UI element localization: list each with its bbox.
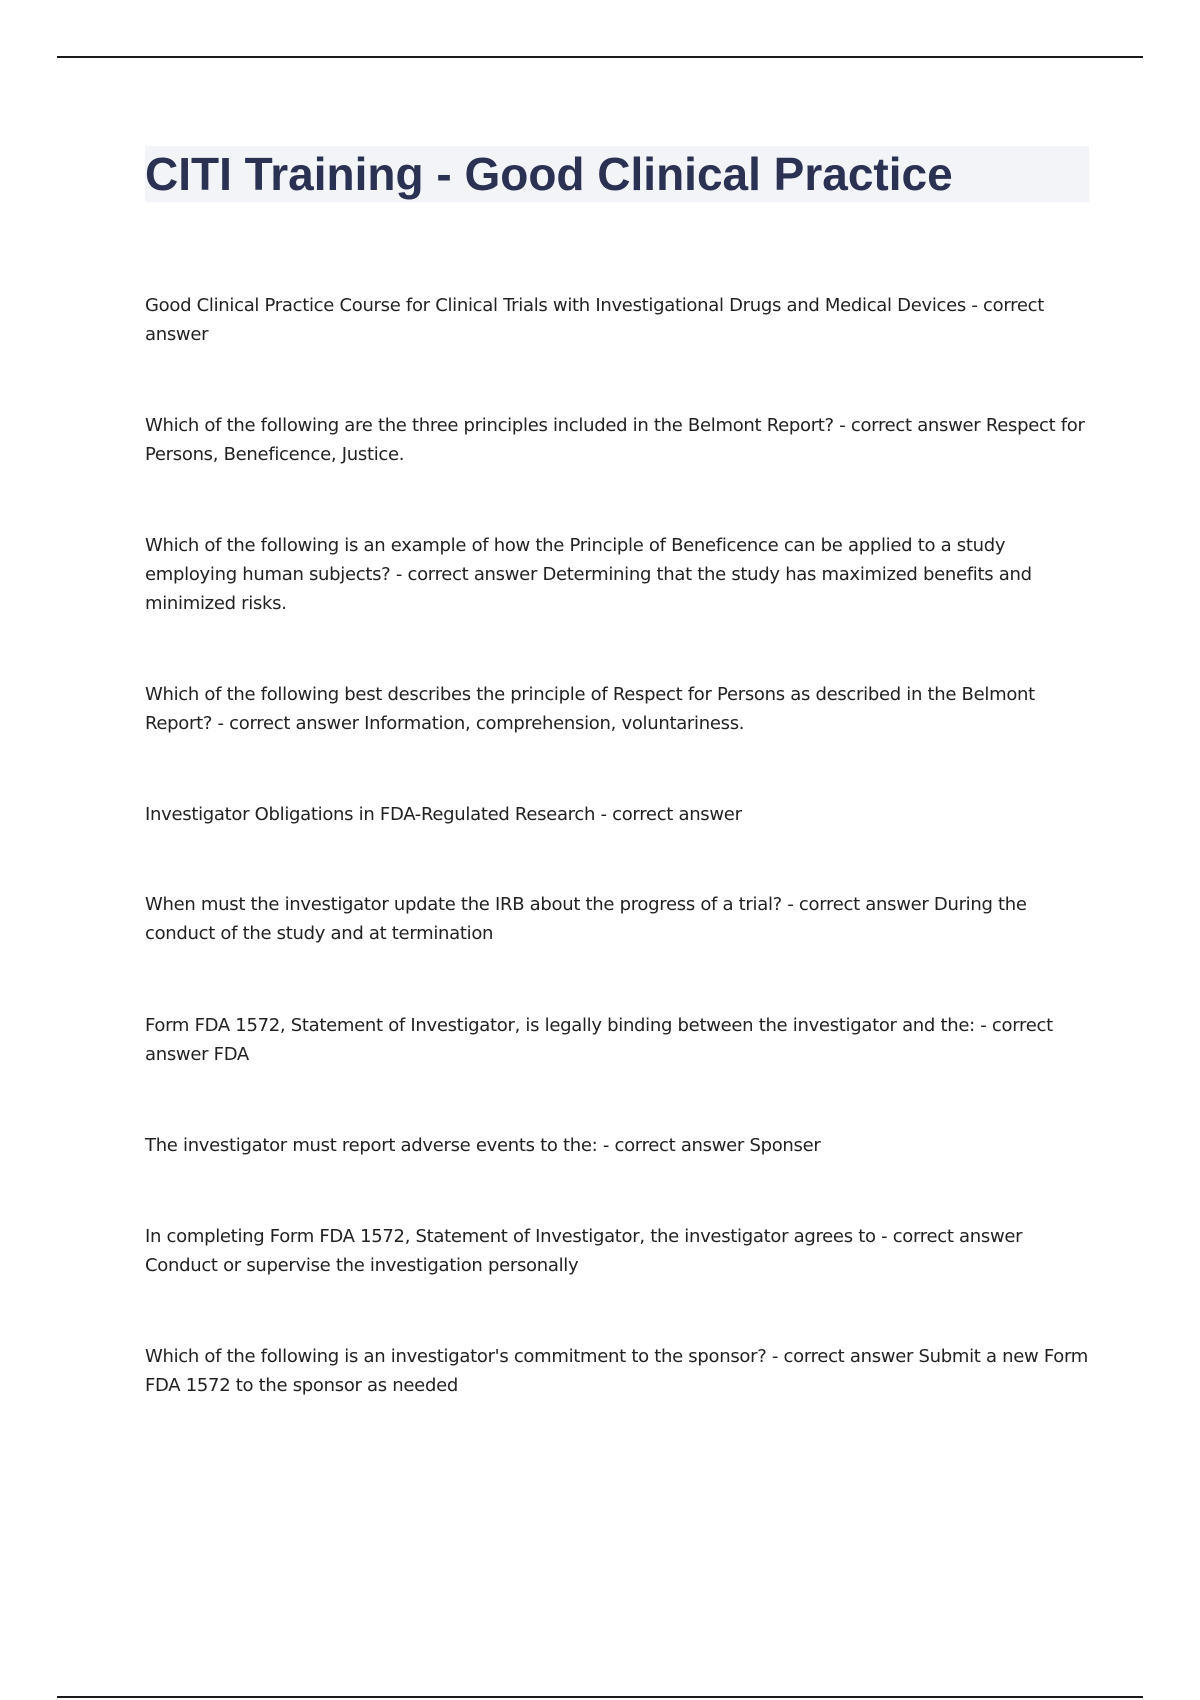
qa-entry: Which of the following best describes the principle of Respect for Persons as described in the Belmont Report? - correct answer Information, comprehension, voluntariness.	[145, 684, 1035, 734]
qa-entry: Which of the following is an example of how the Principle of Beneficence can be applied to a study employing human subjects? - correct answer Determining that the study has maximized benefits and minimized risks.	[145, 535, 1032, 614]
qa-entry: Which of the following are the three principles included in the Belmont Report? - correct answer Respect for Persons, Beneficence, Justice.	[145, 415, 1085, 465]
title-banner	[145, 146, 1089, 202]
qa-entry: Which of the following is an investigator's commitment to the sponsor? - correct answer Submit a new Form FDA 1572 to the sponsor as needed	[145, 1346, 1088, 1396]
bottom-divider	[57, 1696, 1143, 1698]
qa-entry: When must the investigator update the IRB about the progress of a trial? - correct answer During the conduct of the study and at termination	[145, 894, 1027, 944]
qa-entry: The investigator must report adverse events to the: - correct answer Sponser	[145, 1135, 821, 1156]
qa-entry: In completing Form FDA 1572, Statement of Investigator, the investigator agrees to - correct answer Conduct or supervise the investigation personally	[145, 1226, 1023, 1276]
qa-entry: Good Clinical Practice Course for Clinical Trials with Investigational Drugs and Medical Devices - correct answer	[145, 295, 1044, 345]
qa-entry: Form FDA 1572, Statement of Investigator, is legally binding between the investigator and the: - correct answer FDA	[145, 1015, 1053, 1065]
top-divider	[57, 56, 1143, 58]
qa-entry: Investigator Obligations in FDA-Regulated Research - correct answer	[145, 804, 742, 825]
page-title: CITI Training - Good Clinical Practice	[145, 148, 953, 200]
